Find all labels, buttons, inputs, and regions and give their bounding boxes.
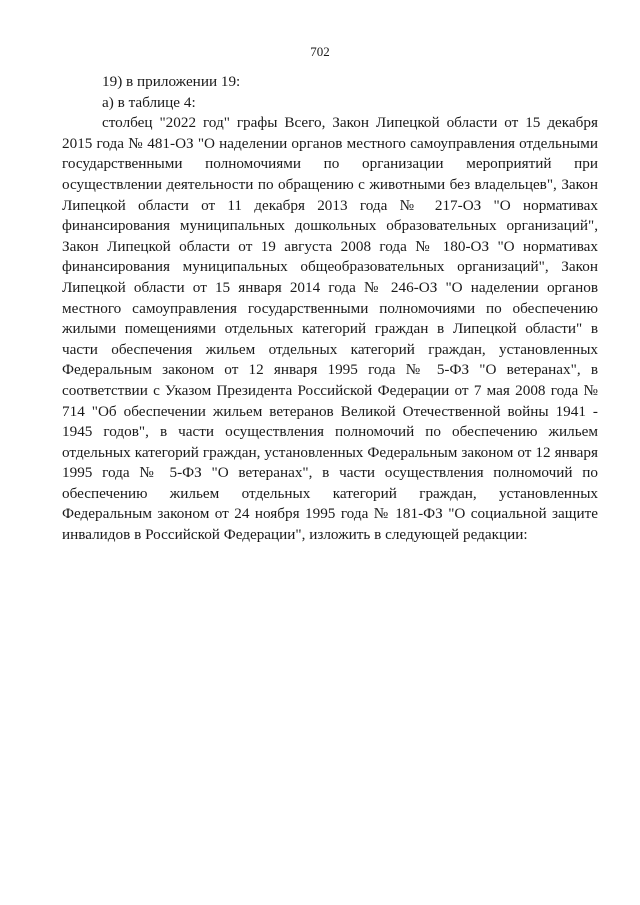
body-line: местного самоуправления государственными полномочиями по обеспечению bbox=[62, 299, 598, 317]
body-line: 714 "Об обеспечении жильем ветеранов Великой Отечественной войны 1941 - bbox=[62, 402, 598, 420]
body-line: 1995 года № 5-ФЗ "О ветеранах", в части осуществления полномочий по bbox=[62, 464, 598, 482]
body-line: столбец "2022 год" графы Всего, Закон Липецкой области от 15 декабря bbox=[102, 114, 598, 132]
body-line: Липецкой области от 11 декабря 2013 года № 217-ОЗ "О нормативах bbox=[62, 196, 598, 214]
body-line: осуществлении деятельности по обращению с животными без владельцев", Закон bbox=[62, 175, 598, 193]
body-line: обеспечению жильем отдельных категорий граждан, установленных bbox=[62, 484, 598, 502]
document-body bbox=[62, 72, 598, 546]
subitem-heading: а) в таблице 4: bbox=[102, 93, 196, 111]
body-line: Федеральным законом от 24 ноября 1995 года № 181-ФЗ "О социальной защите bbox=[62, 505, 598, 523]
body-line: жилыми помещениями отдельных категорий граждан в Липецкой области" в bbox=[62, 320, 598, 338]
page-number: 702 bbox=[310, 44, 330, 59]
body-line: части обеспечения жильем отдельных категорий граждан, установленных bbox=[62, 340, 598, 358]
body-line: отдельных категорий граждан, установленных Федеральным законом от 12 января bbox=[62, 443, 598, 461]
body-line: Липецкой области от 15 января 2014 года № 246-ОЗ "О наделении органов bbox=[62, 278, 598, 296]
body-line: соответствии с Указом Президента Российской Федерации от 7 мая 2008 года № bbox=[62, 381, 598, 399]
body-line: государственными полномочиями по организации мероприятий при bbox=[62, 155, 598, 173]
item-heading: 19) в приложении 19: bbox=[102, 73, 241, 90]
body-line: 2015 года № 481-ОЗ "О наделении органов местного самоуправления отдельными bbox=[62, 134, 598, 152]
body-line: финансирования муниципальных дошкольных образовательных организаций", bbox=[62, 217, 598, 235]
body-line: инвалидов в Российской Федерации", изложить в следующей редакции: bbox=[62, 526, 528, 544]
body-line: Закон Липецкой области от 19 августа 2008 года № 180-ОЗ "О нормативах bbox=[62, 237, 598, 255]
body-line: финансирования муниципальных общеобразовательных организаций", Закон bbox=[62, 258, 598, 276]
body-line: Федеральным законом от 12 января 1995 года № 5-ФЗ "О ветеранах", в bbox=[62, 361, 598, 379]
body-line: 1945 годов", в части осуществления полномочий по обеспечению жильем bbox=[62, 423, 598, 441]
